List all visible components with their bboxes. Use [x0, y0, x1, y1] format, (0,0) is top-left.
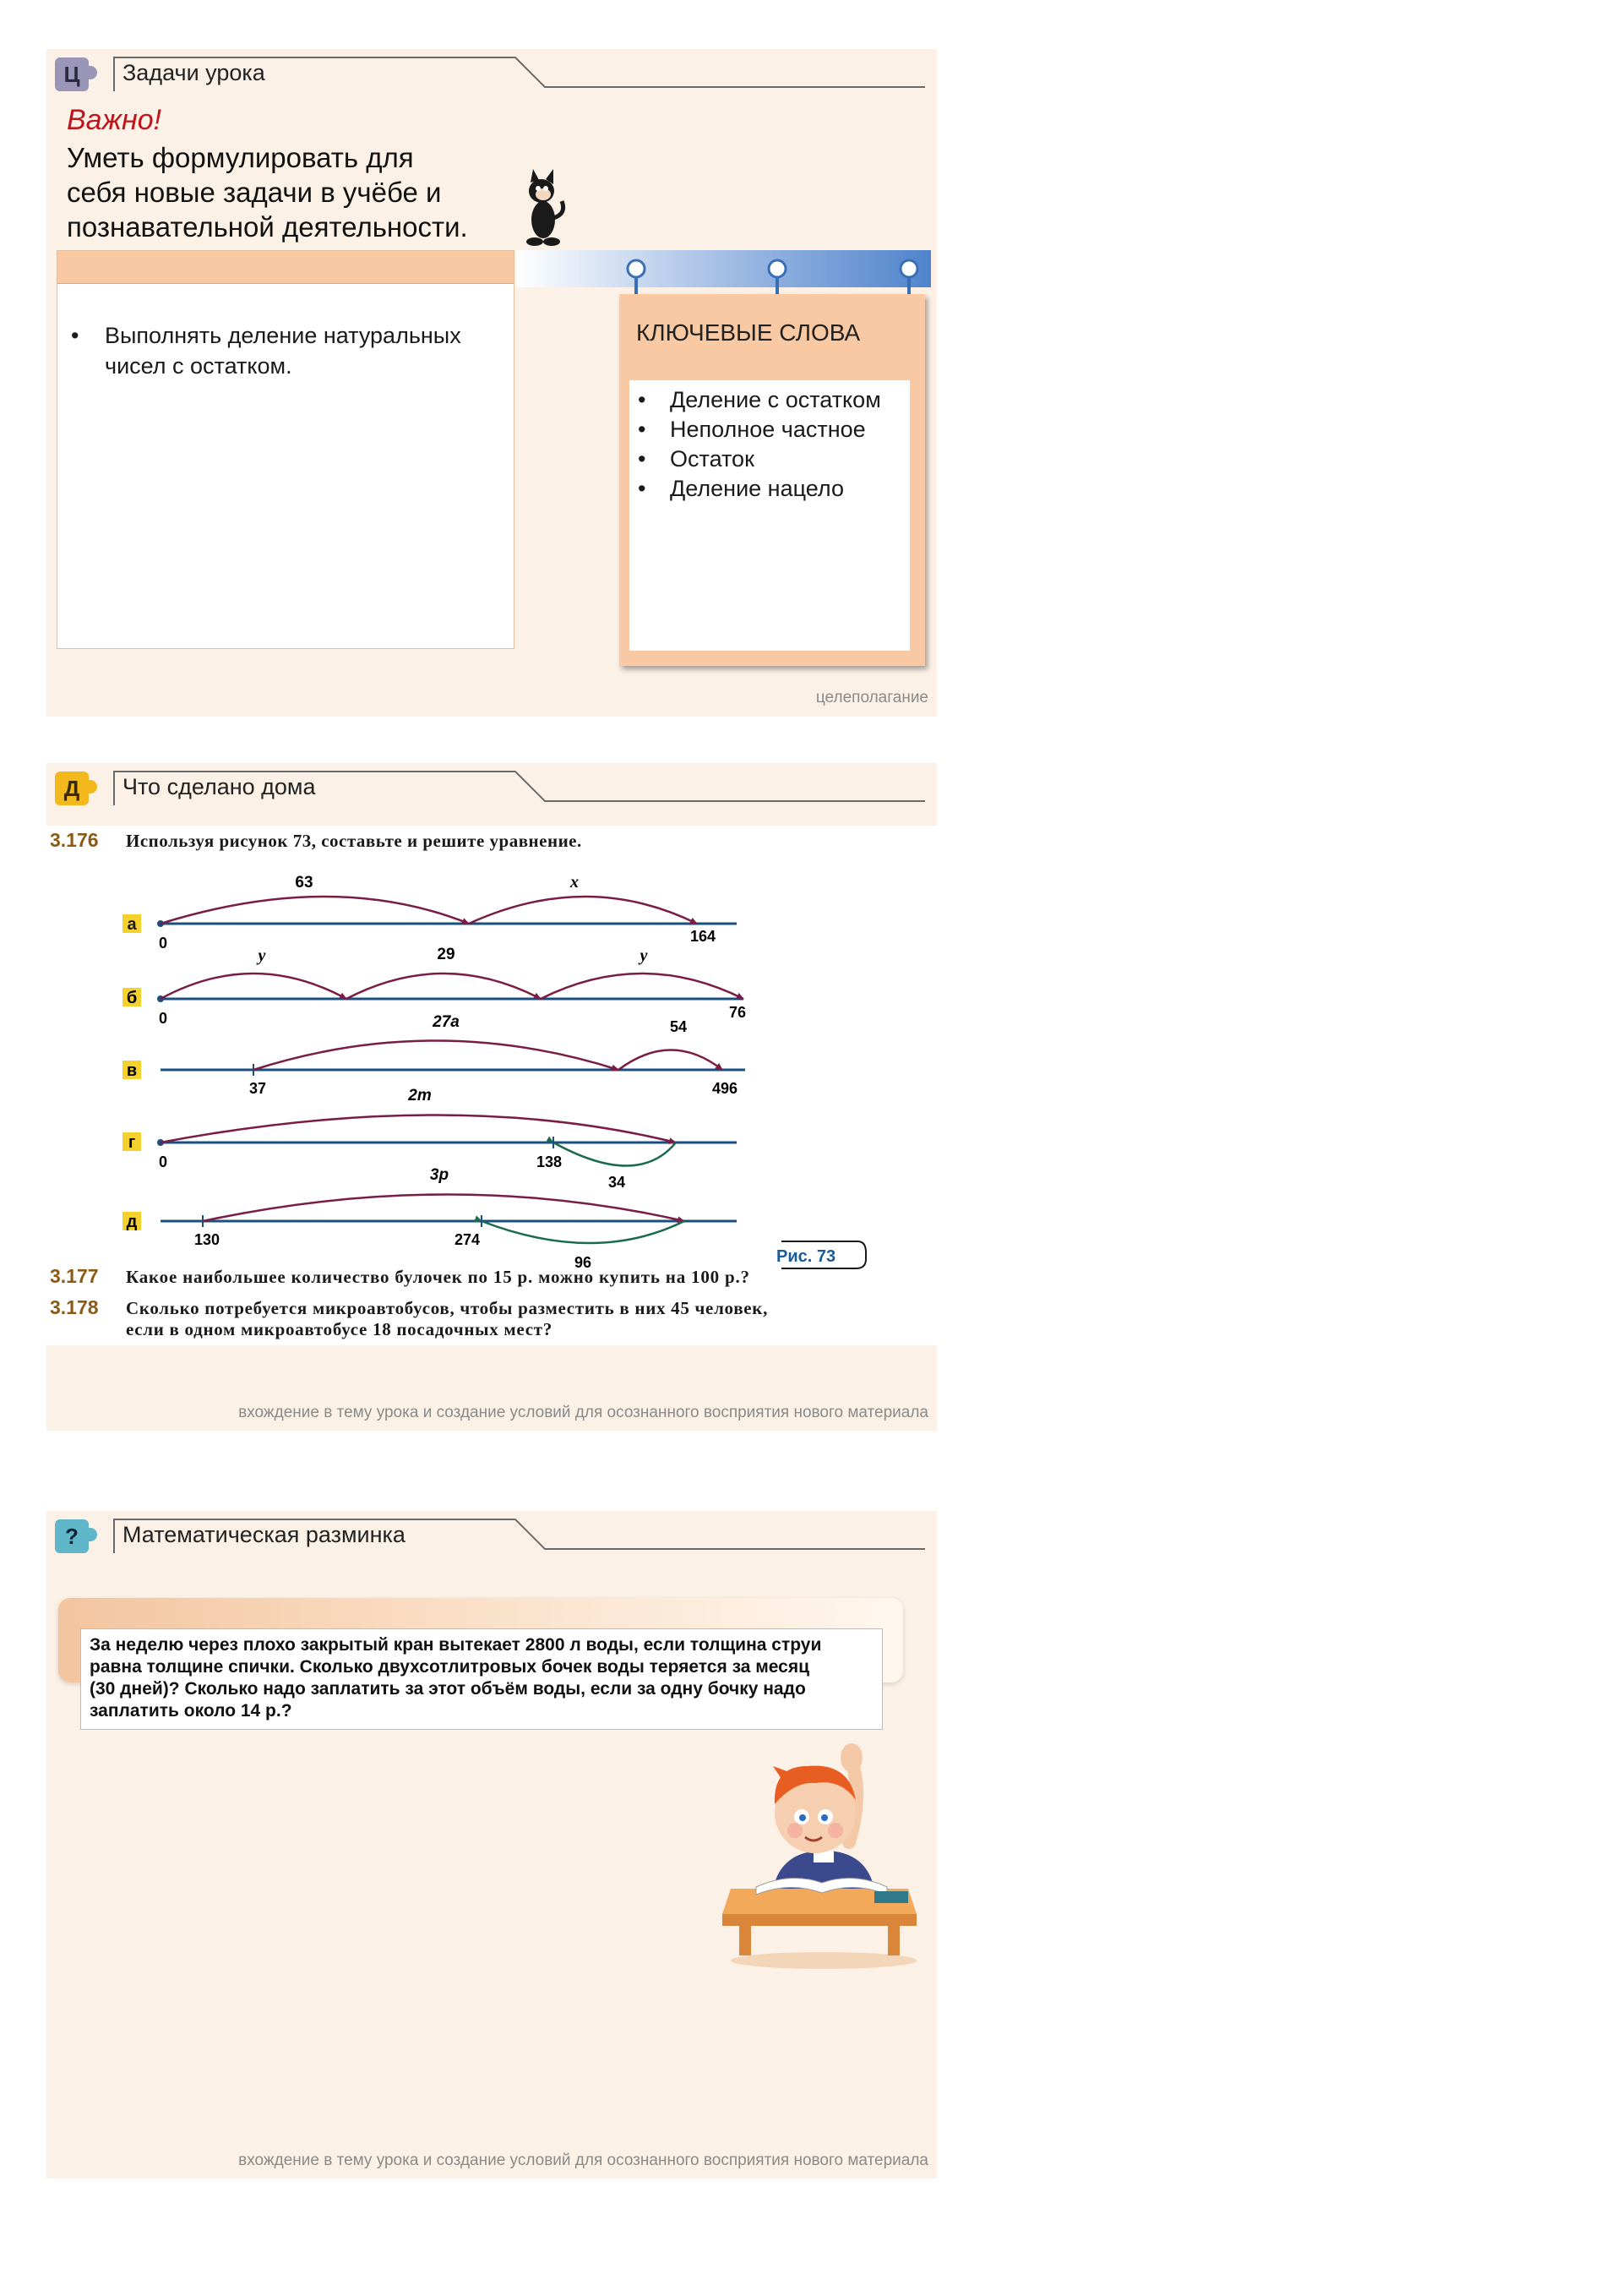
keyword-item [629, 415, 910, 444]
slide-title: Задачи урока [122, 60, 265, 85]
slide-lesson-goals [46, 49, 937, 717]
arc-label: 96 [574, 1254, 592, 1271]
axis-label: 76 [728, 1004, 747, 1021]
number-line-diagrams [46, 851, 937, 1290]
arc-label: 2m [408, 1087, 432, 1104]
problem-178-line: Сколько потребуется микроавтобусов, чтобы разместить в них 45 человек, [126, 1298, 769, 1318]
slide-header [46, 1511, 937, 1562]
arc [253, 1041, 618, 1071]
task-item [71, 320, 502, 381]
warmup-line: заплатить около 14 р.? [90, 1701, 292, 1721]
axis-label: 496 [711, 1080, 738, 1097]
arc [618, 1050, 722, 1071]
important-text [67, 140, 468, 244]
warmup-line: За неделю через плохо закрытый кран вытекает 2800 л воды, если толщина струи [90, 1635, 822, 1655]
slide-footer: вхождение в тему урока и создание условий для осознанного восприятия нового материала [238, 2151, 928, 2169]
slide-header [46, 763, 937, 814]
arc-label: 34 [607, 1174, 626, 1191]
diagram-letter: б [126, 989, 138, 1007]
arc-label: 3p [429, 1166, 449, 1184]
keyword-item [629, 385, 910, 415]
problem-178-line: если в одном микроавтобусе 18 посадочных мест? [126, 1319, 552, 1339]
arc [346, 973, 541, 999]
problem-178-text [126, 1298, 933, 1340]
badge-d: Д [55, 772, 89, 805]
axis-label: 0 [158, 1010, 168, 1027]
keywords-panel [619, 294, 925, 666]
arc-label: x [570, 873, 579, 892]
keywords-list [629, 380, 910, 651]
slide-homework [46, 763, 937, 1431]
arc-label: 27a [433, 1013, 460, 1031]
warmup-line: (30 дней)? Сколько надо заплатить за этот объём воды, если за одну бочку надо [90, 1679, 806, 1699]
warmup-box [80, 1628, 883, 1730]
figure-caption: Рис. 73 [776, 1247, 836, 1266]
slide-footer: целеполагание [815, 689, 928, 706]
problem-176-number: 3.176 [50, 829, 99, 851]
arc [482, 1221, 684, 1243]
warmup-line: равна толщине спички. Сколько двухсотлитровых бочек воды теряется за месяц [90, 1657, 810, 1677]
arc-label: 29 [437, 946, 455, 963]
slide-footer: вхождение в тему урока и создание условий для осознанного восприятия нового материала [238, 1404, 928, 1421]
arc [469, 897, 697, 924]
arc [161, 973, 346, 999]
axis-label: 138 [536, 1153, 563, 1170]
important-label: Важно! [67, 104, 162, 136]
keyword-item [629, 474, 910, 504]
important-line: познавательной деятельности. [67, 211, 468, 243]
keyword-text: Деление нацело [670, 476, 844, 501]
schoolboy-illustration [714, 1732, 933, 1977]
axis-label: 164 [689, 928, 716, 945]
keyword-text: Остаток [670, 446, 754, 472]
axis-label: 274 [454, 1231, 481, 1248]
diagram-letter: а [127, 915, 137, 934]
bullet: • [638, 417, 646, 442]
arc-label: 63 [295, 874, 313, 892]
arc [161, 1115, 676, 1143]
badge-question: ? [55, 1519, 89, 1553]
bullet: • [71, 323, 79, 348]
keyword-text: Неполное частное [670, 417, 866, 442]
slide-title: Что сделано дома [122, 774, 316, 799]
axis-label: 37 [248, 1080, 267, 1097]
arc [553, 1143, 676, 1166]
problem-178-number: 3.178 [50, 1296, 99, 1318]
cat-mascot-image [518, 167, 577, 252]
tasks-panel [57, 250, 514, 649]
bullet: • [638, 476, 646, 501]
arc [203, 1195, 684, 1222]
axis-label: 0 [158, 935, 168, 952]
arc-label: 54 [669, 1018, 688, 1035]
warmup-text [90, 1634, 874, 1722]
arc [541, 973, 743, 999]
diagram-letter: д [126, 1213, 138, 1231]
bullet: • [638, 387, 646, 412]
bullet: • [638, 446, 646, 472]
arc [161, 897, 469, 924]
important-line: Уметь формулировать для [67, 142, 414, 173]
keywords-title: КЛЮЧЕВЫЕ СЛОВА [636, 319, 861, 346]
problem-177-number: 3.177 [50, 1265, 99, 1287]
important-line: себя новые задачи в учёбе и [67, 177, 442, 208]
badge-c: Ц [55, 57, 89, 91]
diagram-letter: в [126, 1061, 138, 1080]
problem-177-text: Какое наибольшее количество булочек по 15 р. можно купить на 100 р.? [126, 1267, 750, 1287]
slide-title: Математическая разминка [122, 1522, 406, 1547]
axis-label: 130 [193, 1231, 220, 1248]
tasks-panel-header [57, 251, 514, 284]
problem-176-text: Используя рисунок 73, составьте и решите уравнение. [126, 831, 582, 851]
slide-math-warmup [46, 1511, 937, 2179]
arc-label: y [640, 946, 648, 965]
diagram-letter: г [128, 1133, 136, 1152]
task-text: Выполнять деление натуральных чисел с остатком. [105, 323, 461, 379]
axis-label: 0 [158, 1153, 168, 1170]
slide-header [46, 49, 937, 100]
keyword-item [629, 444, 910, 474]
arc-label: y [258, 946, 266, 965]
textbook-page [46, 826, 937, 1345]
keyword-text: Деление с остатком [670, 387, 881, 412]
